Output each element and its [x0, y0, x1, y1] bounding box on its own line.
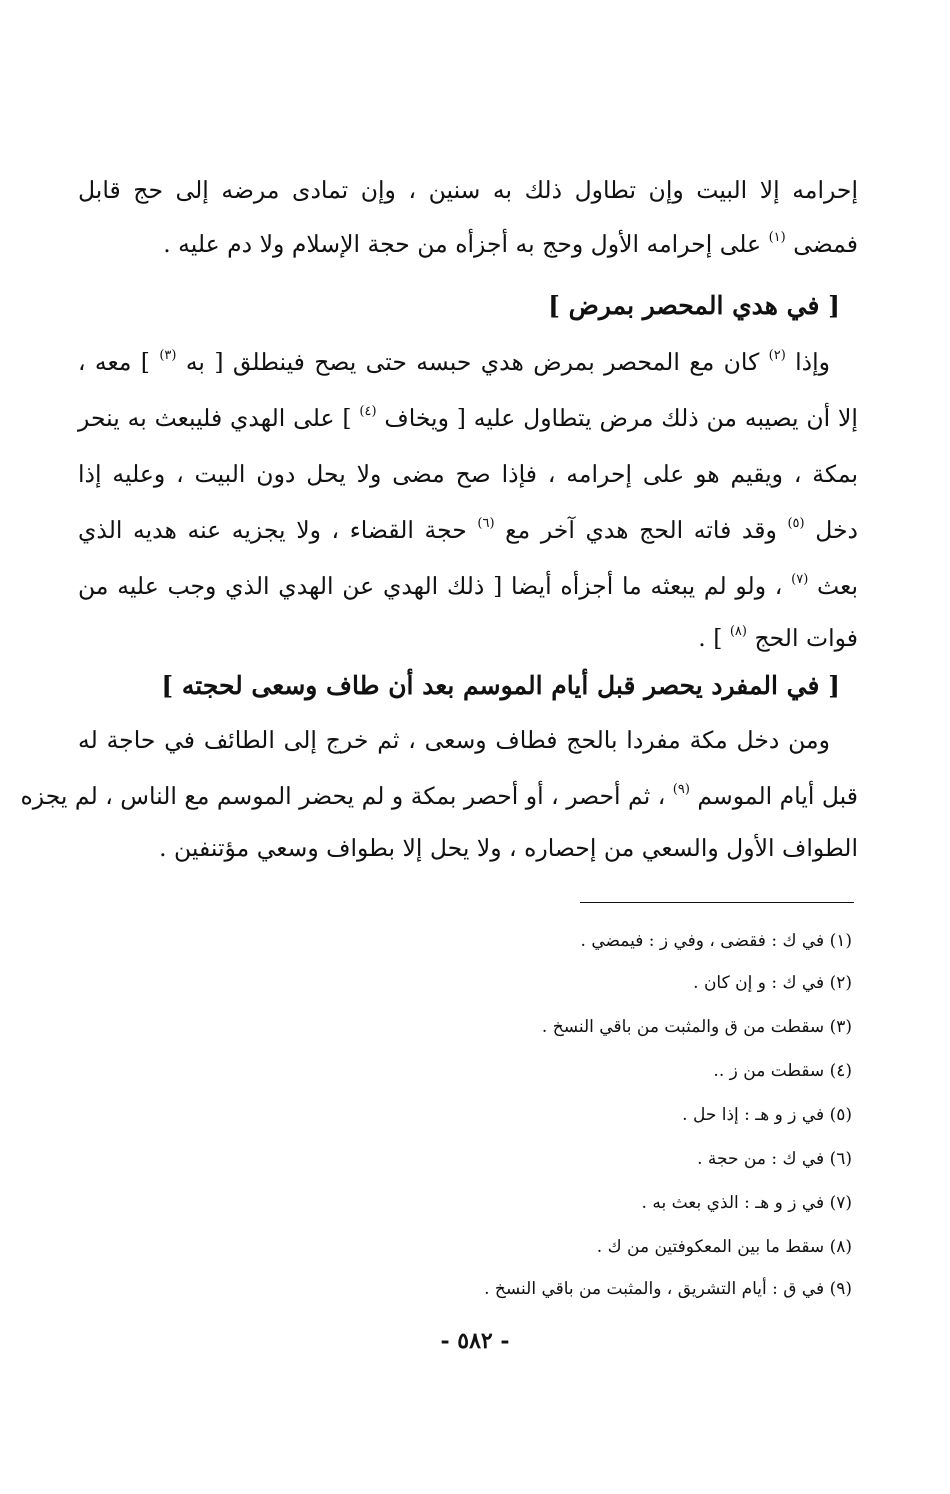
- text-line: [78, 720, 830, 760]
- text-segment: ] على الهدي فليبعث به ينحر: [78, 404, 352, 432]
- text-line: [78, 398, 858, 438]
- text-segment: ومن دخل مكة مفردا بالحج فطاف وسعى ، ثم خرج إلى الطائف في حاجة له: [78, 726, 830, 754]
- footnote: (٣) سقطت من ق والمثبت من باقي النسخ .: [541, 1017, 852, 1037]
- text-segment: بعث: [817, 572, 858, 600]
- text-line: [78, 510, 858, 550]
- text-line: [78, 342, 830, 382]
- footnote-ref: (٨): [729, 624, 747, 639]
- page-number: - ٥٨٢ -: [440, 1328, 510, 1354]
- text-segment: وقد فاته الحج هدي آخر مع: [505, 516, 777, 544]
- text-segment: ] معه ،: [78, 348, 150, 376]
- text-line: [78, 170, 858, 210]
- footnote-ref: (٥): [787, 516, 805, 531]
- footnote-separator: [580, 902, 854, 903]
- text-line: [20, 776, 858, 816]
- text-line: [78, 224, 858, 264]
- footnote: (٩) في ق : أيام التشريق ، والمثبت من باقي النسخ .: [484, 1279, 852, 1299]
- text-segment: ، ولو لم يبعثه ما أجزأه أيضا [ ذلك الهدي عن الهدي الذي وجب عليه من: [78, 572, 783, 600]
- text-segment: إحرامه إلا البيت وإن تطاول ذلك به سنين ، وإن تمادى مرضه إلى حج قابل: [78, 176, 858, 204]
- text-segment: وإذا: [795, 348, 830, 376]
- text-segment: حجة القضاء ، ولا يجزيه عنه هديه الذي: [78, 516, 467, 544]
- footnote-ref: (٤): [359, 404, 377, 419]
- text-line: [78, 566, 858, 606]
- footnote-ref: (٣): [159, 348, 177, 363]
- text-line: [78, 618, 858, 658]
- text-segment: فوات الحج: [754, 624, 858, 652]
- footnote-ref: (٦): [477, 516, 495, 531]
- text-line: [78, 454, 858, 494]
- footnote: (٧) في ز و هـ : الذي بعث به .: [641, 1193, 852, 1213]
- text-segment: ، ثم أحصر ، أو أحصر بمكة و لم يحضر الموسم مع الناس ، لم يجزه: [20, 782, 666, 810]
- text-segment: ] .: [698, 624, 723, 652]
- footnote-ref: (١): [768, 230, 786, 245]
- footnote: (٥) في ز و هـ : إذا حل .: [682, 1105, 852, 1125]
- text-segment: الطواف الأول والسعي من إحصاره ، ولا يحل إلا بطواف وسعي مؤتنفين .: [159, 834, 858, 862]
- text-segment: قبل أيام الموسم: [697, 782, 858, 810]
- text-segment: بمكة ، ويقيم هو على إحرامه ، فإذا صح مضى ولا يحل دون البيت ، وعليه إذا: [78, 460, 858, 488]
- text-segment: فمضى: [793, 230, 858, 258]
- footnote-ref: (٩): [672, 782, 690, 797]
- footnote: (٦) في ك : من حجة .: [697, 1149, 852, 1169]
- section-heading: [ في المفرد يحصر قبل أيام الموسم بعد أن طاف وسعى لحجته ]: [161, 671, 840, 700]
- footnote: (٨) سقط ما بين المعكوفتين من ك .: [596, 1237, 852, 1257]
- text-segment: على إحرامه الأول وحج به أجزأه من حجة الإسلام ولا دم عليه .: [163, 230, 762, 258]
- text-segment: كان مع المحصر بمرض هدي حبسه حتى يصح فينطلق [ به: [185, 348, 760, 376]
- text-line: [78, 828, 858, 868]
- footnote-ref: (٧): [791, 572, 809, 587]
- text-segment: دخل: [815, 516, 858, 544]
- footnote: (١) في ك : فقضى ، وفي ز : فيمضي .: [580, 931, 852, 951]
- text-segment: إلا أن يصيبه من ذلك مرض يتطاول عليه [ ويخاف: [384, 404, 858, 432]
- footnote-ref: (٢): [768, 348, 786, 363]
- footnote: (٤) سقطت من ز ..: [713, 1061, 852, 1081]
- section-heading: [ في هدي المحصر بمرض ]: [548, 291, 840, 320]
- footnote: (٢) في ك : و إن كان .: [693, 973, 852, 993]
